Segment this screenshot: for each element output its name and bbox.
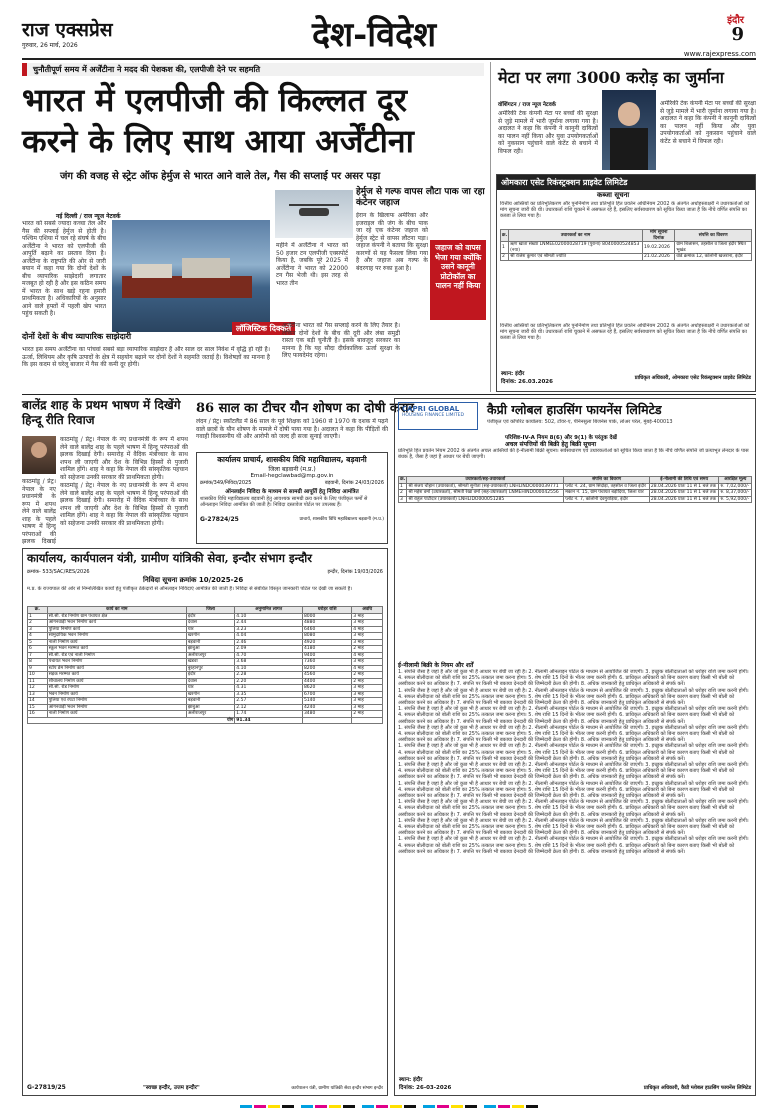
omkara-table-row xyxy=(501,242,752,254)
lead-subhead-2: दोनों देशों के बीच व्यापारिक साझेदारी xyxy=(22,332,132,341)
omkara-title: ओमकारा एसेट रिकंस्ट्रक्शन प्राइवेट लिमिटेड xyxy=(497,175,755,190)
law-ref-date: बड़वानी, दिनांक 24/03/2026 xyxy=(324,480,384,486)
pwd-table-cell: 2 xyxy=(28,620,48,627)
pwd-intro: म.प्र. के राज्यपाल की ओर से निम्नलिखित कार्यों हेतु पंजीकृत ठेकेदारों से ऑनलाइन निविदाएं आमंत्रित की जाती हैं। निविदा से संबंधित विस्तृत जानकारी पोर्टल पर देखी जा सकती है। xyxy=(27,586,353,592)
pwd-table-cell: 4 माह xyxy=(352,626,383,633)
omkara-place: स्थान: इंदौर xyxy=(501,371,525,377)
pwd-table-cell: 2.20 xyxy=(235,678,303,685)
teacher-text: लंदन / प्रेट्र। स्कॉटलैंड में 86 साल के पूर्व शिक्षक को 1960 से 1970 के दशक में पढ़ने वाले छात्रों के यौन शोषण के मामले में दोषी पाया गया है। अदालत ने कहा कि पीड़ितों की गवाही विश्वसनीय थी और आरोपी को जल्द ही सजा सुनाई जाएगी। xyxy=(196,418,388,440)
logistics-box xyxy=(232,322,400,388)
section-title: देश-विदेश xyxy=(312,15,437,55)
pwd-sign: कार्यपालन यंत्री, ग्रामीण यांत्रिकी सेवा इन्दौर संभाग इन्दौर xyxy=(291,1086,383,1091)
capri-table-cell: श्री राहुल पाटीदार (उधारकर्ता) LNHLIDO000051285 xyxy=(407,496,564,503)
capri-table-cell: श्री संजय चौहान (उधारकर्ता), श्रीमती सुनीता (सह-उधारकर्ता) LNHLINDO000039771 xyxy=(407,483,564,490)
omkara-table-cell: श्री राजेश कुमार एवं श्रीमती ज्योति xyxy=(509,254,643,261)
pwd-table-cell: 1 xyxy=(28,613,48,620)
pwd-table-cell: 16 xyxy=(28,711,48,718)
pwd-table-cell: पंचायत भवन निर्माण xyxy=(47,659,186,666)
pwd-table-cell: 11 xyxy=(28,678,48,685)
omkara-table-cell: ग्राम बिजासन, तहसील व जिला इंदौर स्थित भूखंड xyxy=(675,242,752,254)
omkara-notice xyxy=(496,174,756,392)
pwd-table-cell: 5140 xyxy=(302,698,351,705)
pwd-table-cell: 4 xyxy=(28,633,48,640)
omkara-text-2: वित्तीय आस्तियों का प्रतिभूतिकरण और पुनर्निर्माण तथा प्रतिभूति हित प्रवर्तन अधिनियम 2002 के अंतर्गत अधोहस्ताक्षरी ने उधारकर्ताओं को मांग सूचना जारी की थी। उधारकर्ता राशि चुकाने में असफल रहे हैं, इसलिए सर्वसाधारण को सूचित किया जाता है कि नीचे वर्णित संपत्ति का कब्जा ले लिया गया है। xyxy=(500,323,750,342)
pwd-table-cell: 3.23 xyxy=(235,626,303,633)
pwd-table-cell: 6460 xyxy=(302,626,351,633)
capri-table-cell: 1 xyxy=(399,483,407,490)
pwd-table-cell: सड़क मरम्मत कार्य xyxy=(47,672,186,679)
pwd-table-cell: 14 xyxy=(28,698,48,705)
pwd-table-cell: 2.44 xyxy=(235,620,303,627)
pwd-table-cell: 2.46 xyxy=(235,639,303,646)
pwd-table-cell: पुलिया एवं रपटा निर्माण xyxy=(47,698,186,705)
pwd-table-header: धरोहर राशि xyxy=(302,607,351,614)
capri-table-header: ई-नीलामी की तिथि एवं समय xyxy=(649,477,719,484)
omkara-signatory: प्राधिकृत अधिकारी, ओमकारा एसेट रिकंस्ट्रक्शन प्राइवेट लिमिटेड xyxy=(634,375,751,381)
pwd-table-cell: 3 माह xyxy=(352,639,383,646)
pwd-table-cell: 6700 xyxy=(302,691,351,698)
lead-kicker-bar xyxy=(22,63,484,76)
meta-headline: मेटा पर लगा 3000 करोड़ का जुर्माना xyxy=(498,68,724,87)
pwd-table-cell: 2 माह xyxy=(352,646,383,653)
lead-photo-caption: महीने में अर्जेंटीना ने भारत को 50 हजार टन एलपीजी एक्सपोर्ट किया है, जबकि पूरे 2025 में अर्जेंटीना ने भारत को 22000 टन गैस भेजी थी। इस तरह से भारत तीन xyxy=(276,242,348,287)
pwd-table-cell: 5 xyxy=(28,639,48,646)
pwd-table-cell: 4.10 xyxy=(235,613,303,620)
pwd-table-cell: 3 माह xyxy=(352,704,383,711)
pwd-table-cell: 3 माह xyxy=(352,698,383,705)
pwd-table-cell: 4180 xyxy=(302,646,351,653)
page-number: 9 xyxy=(731,24,744,45)
pwd-table-cell: 2.09 xyxy=(235,646,303,653)
pwd-table-cell: आंगनवाड़ी भवन निर्माण xyxy=(47,704,186,711)
capri-table-header: आरक्षित मूल्य xyxy=(719,477,752,484)
pwd-table-cell: 9 xyxy=(28,665,48,672)
pwd-table-cell: खरगोन xyxy=(186,691,234,698)
capri-notice xyxy=(394,398,756,1096)
pwd-table-cell: नाली निर्माण कार्य xyxy=(47,711,186,718)
lead-body-2: भारत इस समय अर्जेंटीना का पांचवां सबसे बड़ा व्यापारिक साझेदार है और साल दर साल निवेश में वृद्धि हो रही है। ऊर्जा, लिथियम और कृषि उत्पादों के क्षेत्र में सहयोग बढ़ाने पर दोनों देशों ने सहमति जताई है। विशेषज्ञों का मानना है कि इस कदम से घरेलू बाजार में गैस की कमी दूर होगी। xyxy=(22,346,270,368)
omkara-text: वित्तीय आस्तियों का प्रतिभूतिकरण और पुनर्निर्माण तथा प्रतिभूति हित प्रवर्तन अधिनियम 2002 के अंतर्गत अधोहस्ताक्षरी ने उधारकर्ताओं को मांग सूचना जारी की थी। उधारकर्ता राशि चुकाने में असफल रहे हैं, इसलिए सर्वसाधारण को सूचित किया जाता है कि नीचे वर्णित संपत्ति का कब्जा ले लिया गया है। xyxy=(500,201,750,220)
capri-sub: परिशिष्ट-IV-A नियम 8(6) और 9(1) के परंतुक देखें xyxy=(505,435,617,441)
side-photo xyxy=(275,190,353,238)
pwd-table-cell: 4240 xyxy=(302,704,351,711)
lead-dateline: नई दिल्ली / राज न्यूज नेटवर्क xyxy=(56,213,121,220)
law-district: जिला बड़वानी (म.प्र.) xyxy=(268,466,316,473)
capri-table-cell: प्लॉट नं. 24, ग्राम सिंदोड़ा, तहसील व जिला इंदौर xyxy=(564,483,650,490)
omkara-table-header: उधारकर्ता का नाम xyxy=(509,230,643,242)
capri-terms: 1. संपत्ति जैसा है जहां है और जो कुछ भी है आधार पर बेची जा रही है। 2. नीलामी ऑनलाइन पोर्टल के माध्यम से आयोजित की जाएगी। 3. इच्छुक बोलीदाताओं को धरोहर राशि जमा करनी होगी। 4. सफल बोलीदाता को बोली राशि का 25% तत्काल जमा करना होगा। 5. शेष राशि 15 दिनों के भीतर जमा करनी होगी। 6. प्राधिकृत अधिकारी को बिना कारण बताए किसी भी बोली को अस्वीकार करने का अधिकार है। 7. संपत्ति पर किसी भी बकाया देनदारी की जिम्मेदारी क्रेता की होगी। 8. अधिक जानकारी हेतु प्राधिकृत अधिकारी से संपर्क करें। 1. संपत्ति जैसा है जहां है और जो कुछ भी है आधार पर बेची जा रही है। 2. नीलामी ऑनलाइन पोर्टल के माध्यम से आयोजित की जाएगी। 3. इच्छुक बोलीदाताओं को धरोहर राशि जमा करनी होगी। 4. सफल बोलीदाता को बोली राशि का 25% तत्काल जमा करना होगा। 5. शेष राशि 15 दिनों के भीतर जमा करनी होगी। 6. प्राधिकृत अधिकारी को बिना कारण बताए किसी भी बोली को अस्वीकार करने का अधिकार है। 7. संपत्ति पर किसी भी बकाया देनदारी की जिम्मेदारी क्रेता की होगी। 8. अधिक जानकारी हेतु प्राधिकृत अधिकारी से संपर्क करें। 1. संपत्ति जैसा है जहां है और जो कुछ भी है आधार पर बेची जा रही है। 2. नीलामी ऑनलाइन पोर्टल के माध्यम से आयोजित की जाएगी। 3. इच्छुक बोलीदाताओं को धरोहर राशि जमा करनी होगी। 4. सफल बोलीदाता को बोली राशि का 25% तत्काल जमा करना होगा। 5. शेष राशि 15 दिनों के भीतर जमा करनी होगी। 6. प्राधिकृत अधिकारी को बिना कारण बताए किसी भी बोली को अस्वीकार करने का अधिकार है। 7. संपत्ति पर किसी भी बकाया देनदारी की जिम्मेदारी क्रेता की होगी। 8. अधिक जानकारी हेतु प्राधिकृत अधिकारी से संपर्क करें। 1. संपत्ति जैसा है जहां है और जो कुछ भी है आधार पर बेची जा रही है। 2. नीलामी ऑनलाइन पोर्टल के माध्यम से आयोजित की जाएगी। 3. इच्छुक बोलीदाताओं को धरोहर राशि जमा करनी होगी। 4. सफल बोलीदाता को बोली राशि का 25% तत्काल जमा करना होगा। 5. शेष राशि 15 दिनों के भीतर जमा करनी होगी। 6. प्राधिकृत अधिकारी को बिना कारण बताए किसी भी बोली को अस्वीकार करने का अधिकार है। 7. संपत्ति पर किसी भी बकाया देनदारी की जिम्मेदारी क्रेता की होगी। 8. अधिक जानकारी हेतु प्राधिकृत अधिकारी से संपर्क करें। 1. संपत्ति जैसा है जहां है और जो कुछ भी है आधार पर बेची जा रही है। 2. नीलामी ऑनलाइन पोर्टल के माध्यम से आयोजित की जाएगी। 3. इच्छुक बोलीदाताओं को धरोहर राशि जमा करनी होगी। 4. सफल बोलीदाता को बोली राशि का 25% तत्काल जमा करना होगा। 5. शेष राशि 15 दिनों के भीतर जमा करनी होगी। 6. प्राधिकृत अधिकारी को बिना कारण बताए किसी भी बोली को अस्वीकार करने का अधिकार है। 7. संपत्ति पर किसी भी बकाया देनदारी की जिम्मेदारी क्रेता की होगी। 8. अधिक जानकारी हेतु प्राधिकृत अधिकारी से संपर्क करें। 1. संपत्ति जैसा है जहां है और जो कुछ भी है आधार पर बेची जा रही है। 2. नीलामी ऑनलाइन पोर्टल के माध्यम से आयोजित की जाएगी। 3. इच्छुक बोलीदाताओं को धरोहर राशि जमा करनी होगी। 4. सफल बोलीदाता को बोली राशि का 25% तत्काल जमा करना होगा। 5. शेष राशि 15 दिनों के भीतर जमा करनी होगी। 6. प्राधिकृत अधिकारी को बिना कारण बताए किसी भी बोली को अस्वीकार करने का अधिकार है। 7. संपत्ति पर किसी भी बकाया देनदारी की जिम्मेदारी क्रेता की होगी। 8. अधिक जानकारी हेतु प्राधिकृत अधिकारी से संपर्क करें। 1. संपत्ति जैसा है जहां है और जो कुछ भी है आधार पर बेची जा रही है। 2. नीलामी ऑनलाइन पोर्टल के माध्यम से आयोजित की जाएगी। 3. इच्छुक बोलीदाताओं को धरोहर राशि जमा करनी होगी। 4. सफल बोलीदाता को बोली राशि का 25% तत्काल जमा करना होगा। 5. शेष राशि 15 दिनों के भीतर जमा करनी होगी। 6. प्राधिकृत अधिकारी को बिना कारण बताए किसी भी बोली को अस्वीकार करने का अधिकार है। 7. संपत्ति पर किसी भी बकाया देनदारी की जिम्मेदारी क्रेता की होगी। 8. अधिक जानकारी हेतु प्राधिकृत अधिकारी से संपर्क करें। 1. संपत्ति जैसा है जहां है और जो कुछ भी है आधार पर बेची जा रही है। 2. नीलामी ऑनलाइन पोर्टल के माध्यम से आयोजित की जाएगी। 3. इच्छुक बोलीदाताओं को धरोहर राशि जमा करनी होगी। 4. सफल बोलीदाता को बोली राशि का 25% तत्काल जमा करना होगा। 5. शेष राशि 15 दिनों के भीतर जमा करनी होगी। 6. प्राधिकृत अधिकारी को बिना कारण बताए किसी भी बोली को अस्वीकार करने का अधिकार है। 7. संपत्ति पर किसी भी बकाया देनदारी की जिम्मेदारी क्रेता की होगी। 8. अधिक जानकारी हेतु प्राधिकृत अधिकारी से संपर्क करें। 1. संपत्ति जैसा है जहां है और जो कुछ भी है आधार पर बेची जा रही है। 2. नीलामी ऑनलाइन पोर्टल के माध्यम से आयोजित की जाएगी। 3. इच्छुक बोलीदाताओं को धरोहर राशि जमा करनी होगी। 4. सफल बोलीदाता को बोली राशि का 25% तत्काल जमा करना होगा। 5. शेष राशि 15 दिनों के भीतर जमा करनी होगी। 6. प्राधिकृत अधिकारी को बिना कारण बताए किसी भी बोली को अस्वीकार करने का अधिकार है। 7. संपत्ति पर किसी भी बकाया देनदारी की जिम्मेदारी क्रेता की होगी। 8. अधिक जानकारी हेतु प्राधिकृत अधिकारी से संपर्क करें। 1. संपत्ति जैसा है जहां है और जो कुछ भी है आधार पर बेची जा रही है। 2. नीलामी ऑनलाइन पोर्टल के माध्यम से आयोजित की जाएगी। 3. इच्छुक बोलीदाताओं को धरोहर राशि जमा करनी होगी। 4. सफल बोलीदाता को बोली राशि का 25% तत्काल जमा करना होगा। 5. शेष राशि 15 दिनों के भीतर जमा करनी होगी। 6. प्राधिकृत अधिकारी को बिना कारण बताए किसी भी बोली को अस्वीकार करने का अधिकार है। 7. संपत्ति पर किसी भी बकाया देनदारी की जिम्मेदारी क्रेता की होगी। 8. अधिक जानकारी हेतु प्राधिकृत अधिकारी से संपर्क करें। xyxy=(398,669,749,855)
pwd-table-cell: बुरहानपुर xyxy=(186,665,234,672)
pwd-table-cell: इंदौर xyxy=(186,613,234,620)
pwd-table-header: अवधि xyxy=(352,607,383,614)
capri-table-cell: रु. 7,02,000/- xyxy=(719,483,752,490)
pwd-code: G-27819/25 xyxy=(27,1084,66,1091)
pwd-table-cell: 7360 xyxy=(302,659,351,666)
city-label: इंदौर xyxy=(727,15,744,26)
pwd-table-cell: 15 xyxy=(28,704,48,711)
capri-date: दिनांक: 26-03-2026 xyxy=(399,1085,452,1091)
pwd-table-cell: खरगोन xyxy=(186,633,234,640)
mid-rule xyxy=(22,394,756,395)
capri-title: कैप्री ग्लोबल हाउसिंग फायनेंस लिमिटेड xyxy=(487,402,662,417)
pwd-table-header: जिला xyxy=(186,607,234,614)
pwd-table-cell: 7 xyxy=(28,652,48,659)
pwd-table-cell: अलीराजपुर xyxy=(186,711,234,718)
pwd-notice xyxy=(22,548,388,1096)
lead-body-1: भारत को सबसे ज्यादा कच्चा तेल और गैस की सप्लाई हेर्मुज से होती है। पश्चिम एशिया में चल रहे संघर्ष के बीच अर्जेंटीना ने भारत को एलपीजी की आपूर्ति बढ़ाने का प्रस्ताव दिया है। अर्जेंटीना के राष्ट्रपति की ओर से जारी बयान में कहा गया कि दोनों देशों के बीच व्यापारिक साझेदारी लगातार मजबूत हो रही है और इस कठिन समय में भारत के साथ खड़े रहना हमारी प्राथमिकता है। अधिकारियों के अनुसार आने वाले हफ्तों में पहली खेप भारत पहुंच सकती है। xyxy=(22,220,106,317)
nepal-photo xyxy=(22,436,56,474)
pwd-table-header: कार्य का नाम xyxy=(47,607,186,614)
lead-kicker: चुनौतीपूर्ण समय में अर्जेंटीना ने मदद की पेशकश की, एलपीजी देने पर सहमति xyxy=(33,65,261,74)
pwd-table-cell: 4880 xyxy=(302,620,351,627)
pwd-table-cell: स्टॉप डेम निर्माण कार्य xyxy=(47,665,186,672)
logistics-box-text: अर्जेंटीना भारत को गैस सप्लाई करने के लिए तैयार है। लेकिन दोनों देशों के बीच की दूरी और लंबा समुद्री रास्ता एक बड़ी चुनौती है। इसके बावजूद सरकार का मानना है कि यह सौदा दीर्घकालिक ऊर्जा सुरक्षा के लिए फायदेमंद रहेगा। xyxy=(282,322,400,359)
omkara-table-cell: 2 xyxy=(501,254,509,261)
pwd-table-cell: 3 माह xyxy=(352,620,383,627)
pwd-table-cell: 3480 xyxy=(302,711,351,718)
pwd-table-header: क्र. xyxy=(28,607,48,614)
pwd-table-cell: धार xyxy=(186,685,234,692)
law-email[interactable]: Email-hegclawbad@mp.gov.in xyxy=(250,473,334,479)
pwd-table-cell: 4 माह xyxy=(352,665,383,672)
pwd-table-cell: 4.70 xyxy=(235,652,303,659)
capri-place: स्थान: इंदौर xyxy=(399,1077,423,1083)
pwd-table-cell: झाबुआ xyxy=(186,646,234,653)
capri-terms-title: ई-नीलामी बिक्री के नियम और शर्तें xyxy=(398,662,474,669)
omkara-date: दिनांक: 26.03.2026 xyxy=(501,379,553,385)
law-code: G-27824/25 xyxy=(200,516,239,523)
pwd-table-cell: शौचालय निर्माण कार्य xyxy=(47,678,186,685)
pwd-table-cell: भवन निर्माण कार्य xyxy=(47,691,186,698)
capri-table-cell: रु. 5,92,000/- xyxy=(719,496,752,503)
pwd-total: 91.34 xyxy=(235,717,303,724)
pwd-table-cell: 4 माह xyxy=(352,652,383,659)
capri-table-cell: मकान नं. 15, ग्राम पंचायत बड़ोदिया, जिला धार xyxy=(564,490,650,497)
pwd-table-cell: 3.35 xyxy=(235,691,303,698)
pwd-table-cell: 2 माह xyxy=(352,678,383,685)
pwd-table-cell: देवास xyxy=(186,620,234,627)
capri-table xyxy=(398,476,752,503)
capri-intro: प्रतिभूति हित प्रवर्तन नियम 2002 के अंतर्गत अचल आस्तियों की ई-नीलामी बिक्री सूचना। सर्वसाधारण एवं उधारकर्ताओं को सूचित किया जाता है कि नीचे वर्णित संपत्ति जो प्रत्याभूत लेनदार के पास बंधक है, जैसा है जहां है आधार पर बेची जाएगी। xyxy=(398,448,749,461)
capri-sale-title: अचल संपत्तियों की बिक्री हेतु बिक्री सूचना xyxy=(505,441,596,448)
pwd-table-cell: 3.68 xyxy=(235,659,303,666)
capri-table-row xyxy=(399,490,752,497)
pwd-table-cell: सी.सी. रोड निर्माण ग्राम पंचायत क्षेत्र xyxy=(47,613,186,620)
capri-table-header: क्र. xyxy=(400,477,406,482)
pwd-table-cell: बड़वानी xyxy=(186,698,234,705)
meta-text-2: अमेरिकी टेक कंपनी मेटा पर बच्चों की सुरक्षा से जुड़े मामले में भारी जुर्माना लगाया गया है। अदालत ने कहा कि कंपनी ने कानूनी दायित्वों का पालन नहीं किया और युवा उपयोगकर्ताओं को नुकसान पहुंचाने वाले कंटेंट से बचाने में विफल रही। xyxy=(660,100,756,145)
pwd-table-cell: 12 xyxy=(28,685,48,692)
pwd-table-cell: आंगनवाड़ी भवन निर्माण कार्य xyxy=(47,620,186,627)
nepal-text: काठमांडू / प्रेट्र। नेपाल के नए प्रधानमंत्री के रूप में शपथ लेने वाले बालेंद्र शाह के पहले भाषण में हिन्दू परंपराओं की झलक दिखाई देगी। समारोह में वैदिक मंत्रोच्चार के साथ शपथ ली जाएगी और देश के विभिन्न हिस्सों से पुजारी शामिल होंगे। शाह ने कहा कि नेपाल की सांस्कृतिक पहचान को सहेजना उनकी सरकार की प्राथमिकता होगी। काठमांडू / प्रेट्र। नेपाल के नए प्रधानमंत्री के रूप में शपथ लेने वाले बालेंद्र शाह के पहले भाषण में हिन्दू परंपराओं की झलक दिखाई देगी। समारोह में वैदिक मंत्रोच्चार के साथ शपथ ली जाएगी और देश के विभिन्न हिस्सों से पुजारी शामिल होंगे। शाह ने कहा कि नेपाल की सांस्कृतिक पहचान को सहेजना उनकी सरकार की प्राथमिकता होगी। xyxy=(60,436,188,527)
pwd-table-cell: नाली निर्माण कार्य xyxy=(47,639,186,646)
side-quote: जहाज को वापस भेजा गया क्योंकि उसने कानूनी प्रोटोकॉल का पालन नहीं किया xyxy=(430,240,486,320)
pwd-ref: क्रमांक- 533/SAC/RES/2026 xyxy=(27,569,90,575)
pwd-table-cell: 8 xyxy=(28,659,48,666)
pwd-ref-date: इन्दौर, दिनांक 19/03/2026 xyxy=(327,569,383,575)
omkara-table-header: क्र. xyxy=(501,230,509,242)
capri-table-cell: 28.04.2026 प्रातः 11 से 1 बजे तक xyxy=(649,490,719,497)
pwd-table-cell: 10 xyxy=(28,672,48,679)
omkara-table-cell: 1 xyxy=(501,242,509,254)
capri-table-header: उधारकर्ता/सह-उधारकर्ता xyxy=(407,477,564,484)
date-line: गुरुवार, 26 मार्च, 2026 xyxy=(22,42,78,49)
omkara-table-cell: 21.02.2026 xyxy=(643,254,675,261)
capri-table-cell: प्लॉट नं. 7, कॉलोनी देवगुराड़िया, इंदौर xyxy=(564,496,650,503)
pwd-table-cell: 3 xyxy=(28,626,48,633)
pwd-table-cell: 2.12 xyxy=(235,704,303,711)
pwd-slogan: "स्वच्छ इन्दौर, उत्तम इन्दौर" xyxy=(143,1085,200,1091)
pwd-table-cell: पुलिया निर्माण कार्य xyxy=(47,626,186,633)
pwd-table-header: अनुमानित लागत xyxy=(235,607,303,614)
pwd-table-cell: 4400 xyxy=(302,678,351,685)
pwd-table-cell: 3 माह xyxy=(352,691,383,698)
pwd-table-cell: 3 माह xyxy=(352,613,383,620)
pwd-table-cell: 4.04 xyxy=(235,633,303,640)
pwd-header: कार्यालय, कार्यपालन यंत्री, ग्रामीण यांत्रिकी सेवा, इन्दौर संभाग इन्दौर xyxy=(27,551,312,565)
law-text: शासकीय विधि महाविद्यालय बड़वानी हेतु आवश्यक सामग्री क्रय करने के लिए पंजीकृत फर्मों से ऑनलाइन निविदा आमंत्रित की जाती है। निविदा दस्तावेज पोर्टल पर उपलब्ध हैं। xyxy=(200,496,368,509)
omkara-table-cell: वार्ड क्रमांक 12, कॉलोनी खजराना, इंदौर xyxy=(675,254,752,261)
pwd-table-cell: 8080 xyxy=(302,633,351,640)
capri-table-row xyxy=(399,496,752,503)
pwd-table-cell: 6 xyxy=(28,646,48,653)
color-registration-bar xyxy=(240,1098,540,1106)
side-headline: हेर्मुज से गल्फ वापस लौटा पाक जा रहा कंटेनर जहाज xyxy=(356,187,485,208)
law-sign: प्राचार्य, शासकीय विधि महाविद्यालय बड़वानी (म.प्र.) xyxy=(299,517,384,522)
pwd-table-cell: स्कूल भवन मरम्मत कार्य xyxy=(47,646,186,653)
capri-table-cell: 3 xyxy=(399,496,407,503)
paper-name: राज एक्सप्रेस xyxy=(22,19,113,41)
omkara-table-header: मांग सूचना दिनांक xyxy=(643,230,675,242)
pwd-table-cell: सी.सी. रोड एवं नाली निर्माण xyxy=(47,652,186,659)
teacher-headline: 86 साल का टीचर यौन शोषण का दोषी करार xyxy=(196,401,414,416)
lead-headline-1: भारत में एलपीजी की किल्लत दूर xyxy=(22,81,408,119)
pwd-table-cell: 3 माह xyxy=(352,659,383,666)
capri-table-cell: रु. 8,37,000/- xyxy=(719,490,752,497)
pwd-table-cell: 4560 xyxy=(302,672,351,679)
pwd-total-label: योग xyxy=(28,717,235,724)
pwd-table-cell: सामुदायिक भवन निर्माण xyxy=(47,633,186,640)
lead-subhead: जंग की वजह से स्ट्रेट ऑफ हेर्मुज से भारत आने वाले तेल, गैस की सप्लाई पर असर पड़ा xyxy=(60,171,381,182)
website[interactable]: www.rajexpress.com xyxy=(683,50,756,58)
pwd-table-cell: 2 माह xyxy=(352,711,383,718)
capri-table-cell: 28.04.2026 प्रातः 11 से 1 बजे तक xyxy=(649,483,719,490)
law-notice xyxy=(196,452,388,544)
pwd-table-cell: 2.57 xyxy=(235,698,303,705)
masthead-rule xyxy=(22,58,756,60)
pwd-table-cell: 8000 xyxy=(302,613,351,620)
pwd-table-cell: 2 माह xyxy=(352,672,383,679)
pwd-table-cell: 3 माह xyxy=(352,685,383,692)
law-subject: ऑनलाईन निविदा के माध्यम से सामग्री आपूर्ति हेतु निविदा आमंत्रित xyxy=(225,489,359,495)
side-text: ईरान के खिलाफ अमेरिका और इजराइल की जंग के बीच पाक जा रहे एक कंटेनर जहाज को हेर्मुज स्ट्रेट से वापस लौटना पड़ा। जहाज कंपनी ने बताया कि सुरक्षा कारणों से यह फैसला लिया गया है और जहाज अब गल्फ के बंदरगाह पर रुका हुआ है। xyxy=(356,212,428,272)
pwd-table-cell: 8620 xyxy=(302,685,351,692)
omkara-table xyxy=(500,229,752,261)
capri-address: पंजीकृत एवं कॉर्पोरेट कार्यालय: 502, टॉवर-ए, पेनिनसुला बिजनेस पार्क, लोअर परेल, मुंबई-400013 xyxy=(487,419,673,425)
pwd-table-cell: खंडवा xyxy=(186,659,234,666)
pwd-table-cell: अलीराजपुर xyxy=(186,652,234,659)
pwd-table-cell: इंदौर xyxy=(186,672,234,679)
capri-table-row xyxy=(399,483,752,490)
pwd-table-cell: 2.28 xyxy=(235,672,303,679)
lead-headline-2: करने के लिए साथ आया अर्जेंटीना xyxy=(22,122,414,160)
omkara-table-row xyxy=(501,254,752,261)
capri-table-cell: 28.04.2026 प्रातः 11 से 1 बजे तक xyxy=(649,496,719,503)
capri-sign: प्राधिकृत अधिकारी, कैप्री ग्लोबल हाउसिंग फायनेंस लिमिटेड xyxy=(643,1085,751,1091)
omkara-table-header: संपत्ति का विवरण xyxy=(675,230,752,242)
nepal-headline: बालेंद्र शाह के प्रथम भाषण में दिखेंगे हिन्दू रीति रिवाज xyxy=(22,398,181,427)
pwd-table-cell: 13 xyxy=(28,691,48,698)
pwd-table-cell: 9400 xyxy=(302,652,351,659)
omkara-table-cell: 19.02.2026 xyxy=(643,242,675,254)
pwd-table-cell: सी.सी. रोड निर्माण xyxy=(47,685,186,692)
pwd-table-cell: 4920 xyxy=(302,639,351,646)
pwd-table-cell: झाबुआ xyxy=(186,704,234,711)
capri-table-cell: श्री महेश वर्मा (उधारकर्ता), श्रीमती रेखा वर्मा (सह-उधारकर्ता) LNMEHIND000042556 xyxy=(407,490,564,497)
pwd-table-cell: देवास xyxy=(186,678,234,685)
omkara-table-cell: ऋण खाता संख्या LNMEE02000028719 (पुराना) 8040000524853 (नया) xyxy=(509,242,643,254)
omkara-sub: कब्जा सूचना xyxy=(597,191,630,199)
pwd-table-cell: 8200 xyxy=(302,665,351,672)
pwd-table-cell: 4.31 xyxy=(235,685,303,692)
capri-table-cell: 2 xyxy=(399,490,407,497)
nepal-text-2: काठमांडू / प्रेट्र। नेपाल के नए प्रधानमंत्री के रूप में शपथ लेने वाले बालेंद्र शाह के पहले भाषण में हिन्दू परंपराओं की झलक दिखाई xyxy=(22,478,56,544)
law-office: कार्यालय प्राचार्य, शासकीय विधि महाविद्यालय, बड़वानी xyxy=(217,455,367,464)
pwd-table-cell: धार xyxy=(186,626,234,633)
lead-photo xyxy=(112,220,270,332)
pwd-table-cell: 4.10 xyxy=(235,665,303,672)
column-divider xyxy=(490,62,491,392)
pwd-table-cell: बड़वानी xyxy=(186,639,234,646)
capri-logo: CAPRI GLOBAL HOUSING FINANCE LIMITED xyxy=(398,402,478,430)
capri-table-header: संपत्ति का विवरण xyxy=(564,477,650,484)
meta-photo xyxy=(602,90,656,170)
meta-text: अमेरिकी टेक कंपनी मेटा पर बच्चों की सुरक्षा से जुड़े मामले में भारी जुर्माना लगाया गया है। अदालत ने कहा कि कंपनी ने कानूनी दायित्वों का पालन नहीं किया और युवा उपयोगकर्ताओं को नुकसान पहुंचाने वाले कंटेंट से बचाने में विफल रही। xyxy=(498,110,598,155)
pwd-table-cell: 3 माह xyxy=(352,633,383,640)
pwd-tender-title: निविदा सूचना क्रमांक 10/2025-26 xyxy=(143,576,244,584)
pwd-table xyxy=(27,606,383,724)
pwd-table-cell: 1.74 xyxy=(235,711,303,718)
logistics-box-title: लॉजिस्टिक दिक्कतें xyxy=(232,322,295,335)
meta-dateline: वॉशिंगटन / राज न्यूज नेटवर्क xyxy=(498,102,556,108)
law-ref-no: क्रमांक/349/निविदा/2025 xyxy=(200,480,252,486)
